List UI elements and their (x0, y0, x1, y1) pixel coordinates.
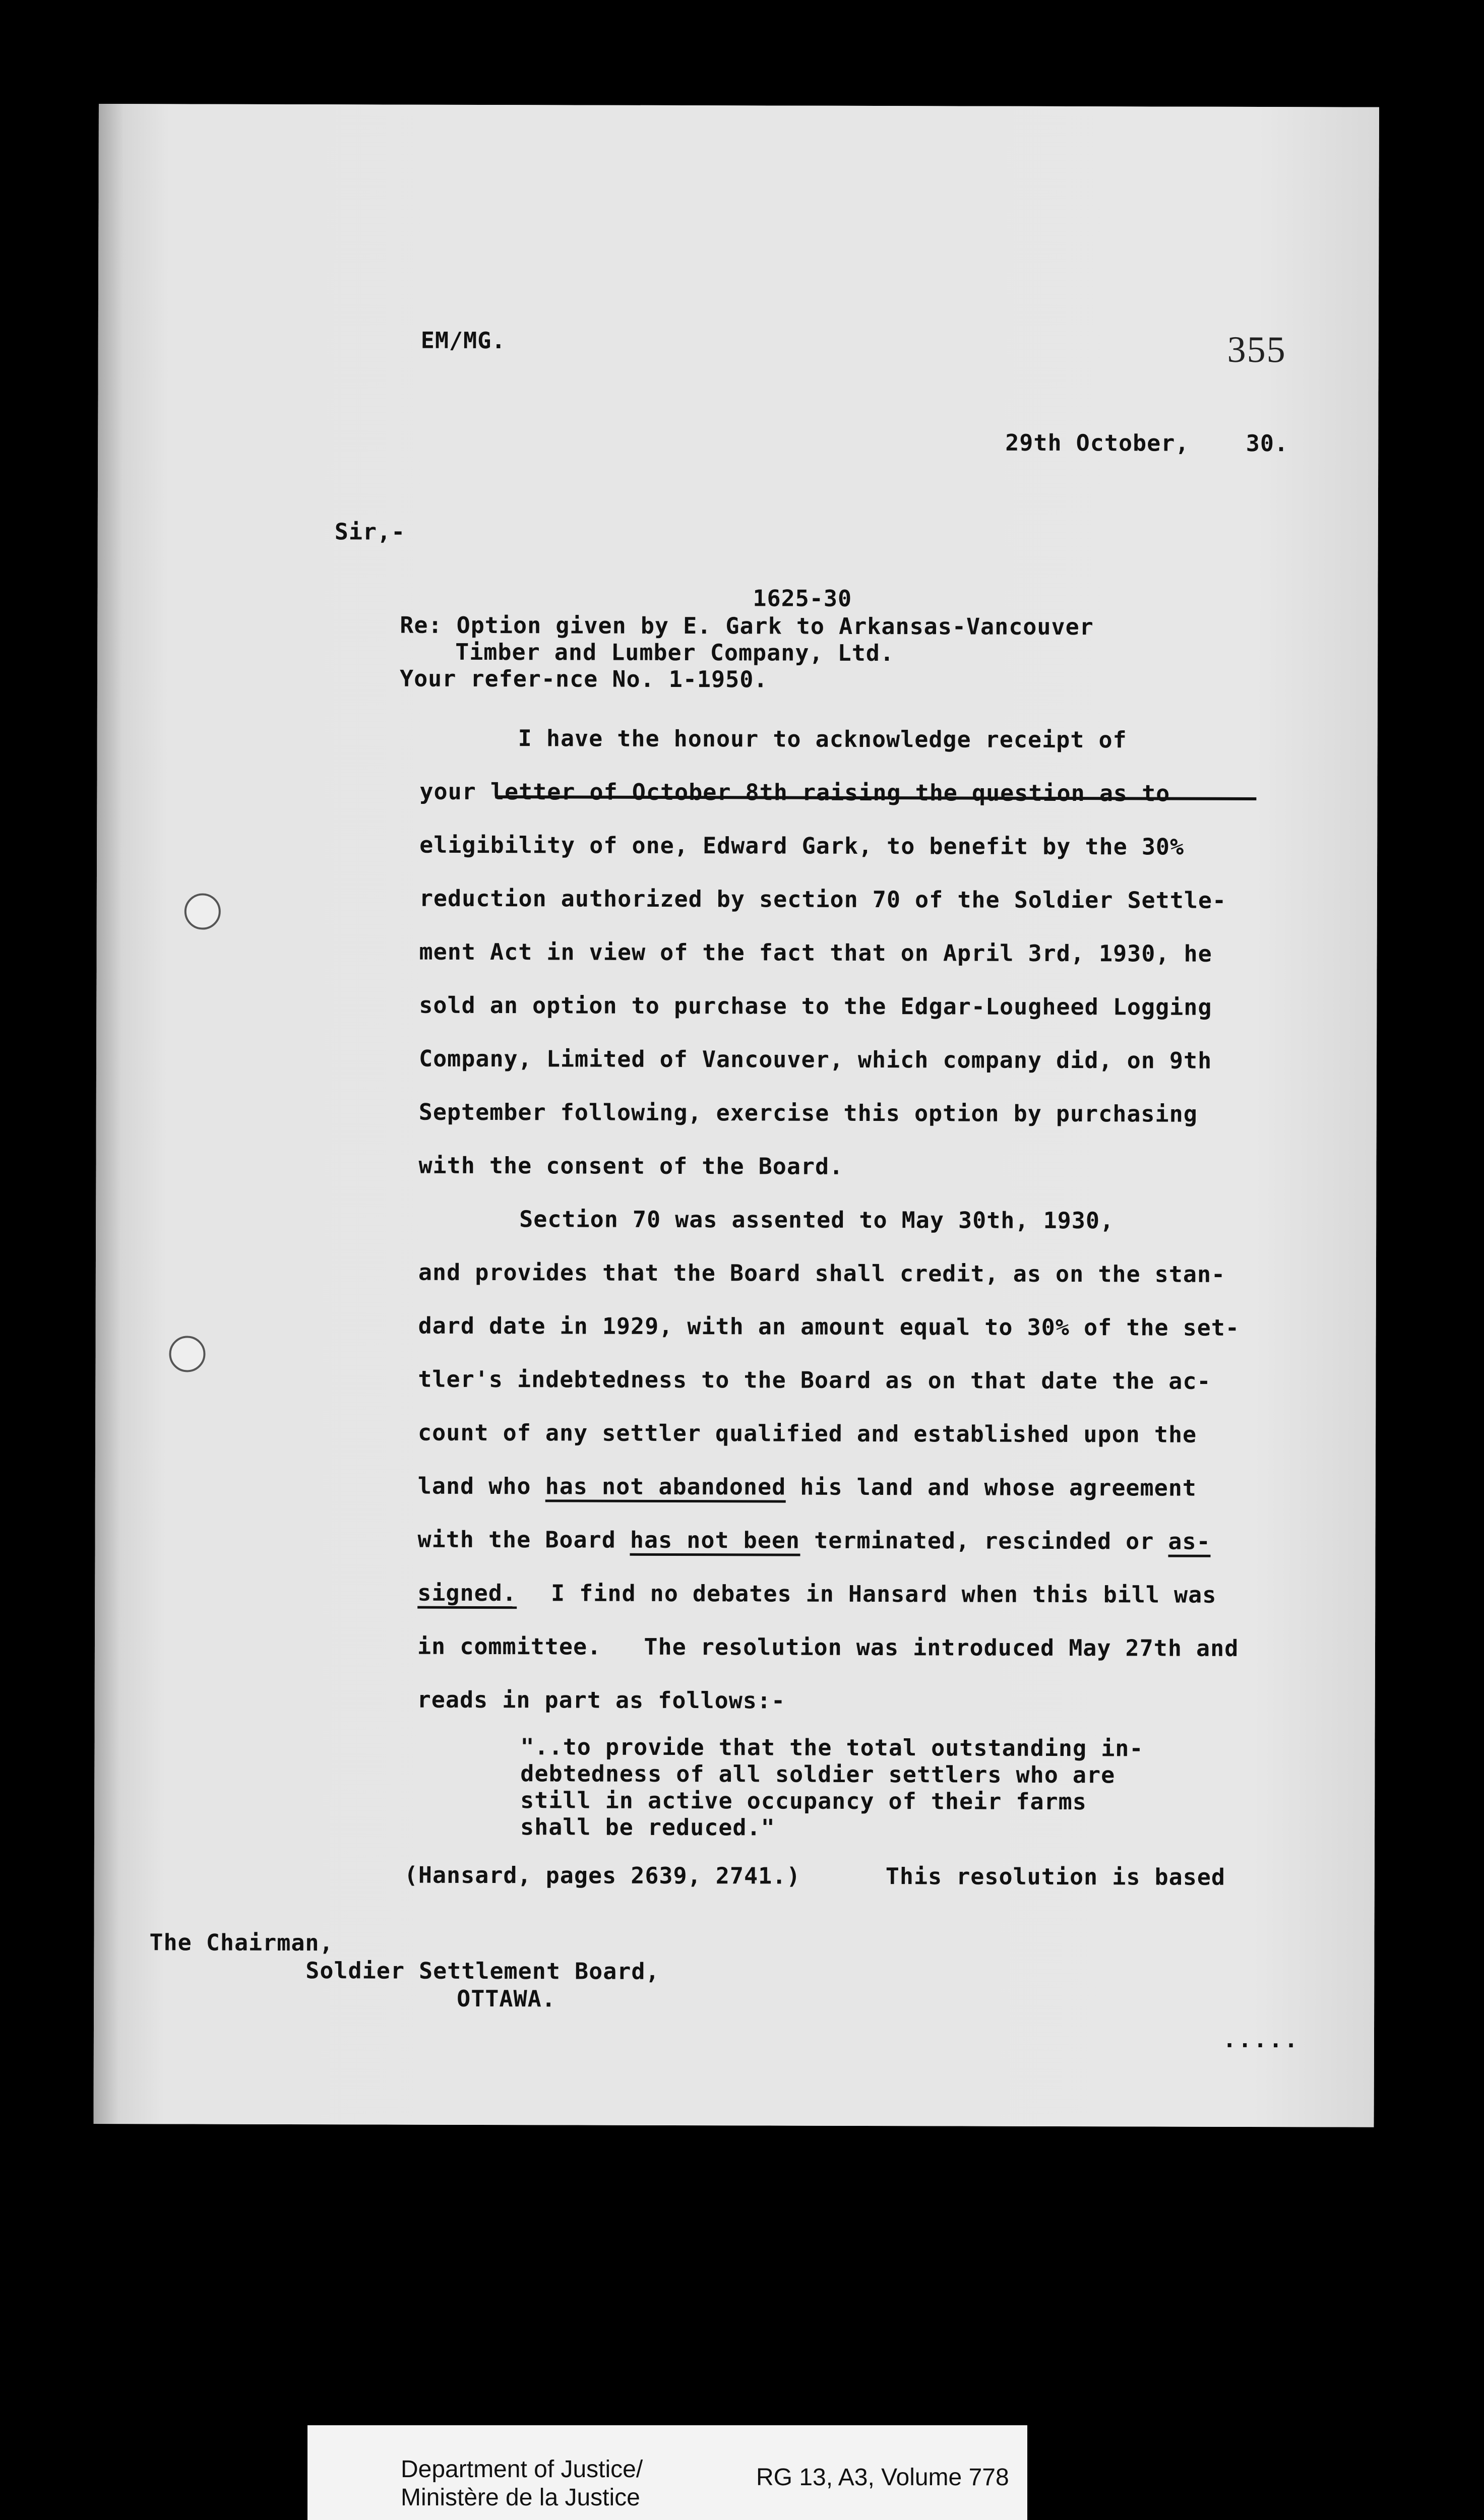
body-line: your letter of October 8th raising the question as to (419, 778, 1170, 807)
body-line: with the consent of the Board. (418, 1152, 844, 1180)
body-line: in committee. The resolution was introduced May 27th and (417, 1632, 1239, 1662)
body-text: terminated, rescinded or (814, 1527, 1154, 1555)
underlined-phrase: signed. (417, 1580, 517, 1609)
body-line: reduction authorized by section 70 of the Soldier Settle- (419, 885, 1227, 914)
quote-line: still in active occupancy of their farms (520, 1787, 1087, 1815)
archive-reference: RG 13, A3, Volume 778 (756, 2464, 1009, 2491)
body-line: reads in part as follows:- (417, 1686, 786, 1714)
letter-date: 29th October, 30. (1005, 429, 1289, 457)
body-line: count of any settler qualified and established upon the (418, 1419, 1197, 1448)
body-line: eligibility of one, Edward Gark, to benefit by the 30% (419, 831, 1185, 860)
quote-line: debtedness of all soldier settlers who are (520, 1760, 1116, 1789)
body-line: tler's indebtedness to the Board as on that date the ac- (418, 1365, 1211, 1395)
body-line: sold an option to purchase to the Edgar-Lougheed Logging (419, 991, 1212, 1021)
citation: (Hansard, pages 2639, 2741.) (404, 1861, 801, 1889)
addressee-line: The Chairman, (149, 1929, 334, 1957)
continuation-text: This resolution is based (885, 1863, 1226, 1891)
reference-initials: EM/MG. (420, 327, 506, 354)
underlined-phrase: as- (1168, 1528, 1210, 1557)
addressee-line: OTTAWA. (457, 1985, 556, 2012)
body-line (418, 1473, 1197, 1501)
salutation: Sir,- (334, 518, 406, 545)
addressee-line: Soldier Settlement Board, (305, 1957, 660, 1985)
department-en: Department of Justice/ (401, 2456, 643, 2483)
body-line: I have the honour to acknowledge receipt of (518, 725, 1127, 753)
body-text: land who (417, 1472, 531, 1500)
body-line: and provides that the Board shall credit, as on the stan- (418, 1258, 1226, 1288)
body-text: I find no debates in Hansard when this bill was (550, 1580, 1217, 1608)
punch-hole (169, 1336, 205, 1372)
body-line: September following, exercise this option by purchasing (418, 1098, 1198, 1127)
body-line: dard date in 1929, with an amount equal to 30% of the set- (418, 1312, 1240, 1341)
body-text: with the Board (417, 1526, 616, 1553)
punch-hole (184, 893, 221, 929)
quote-line: "..to provide that the total outstanding in- (520, 1733, 1144, 1762)
archive-reference-label (307, 2425, 1027, 2520)
body-text: his land and whose agreement (800, 1473, 1197, 1501)
page-number: 355 (1227, 329, 1286, 371)
body-line: Company, Limited of Vancouver, which company did, on 9th (418, 1045, 1212, 1074)
quote-line: shall be reduced." (520, 1813, 775, 1841)
subject-line-1: Re: Option given by E. Gark to Arkansas-Vancouver (400, 611, 1094, 641)
letter-page (94, 104, 1379, 2127)
body-line: Section 70 was assented to May 30th, 1930, (519, 1206, 1115, 1234)
continuation-marks: ..... (1222, 2027, 1300, 2053)
subject-line-2: Timber and Lumber Company, Ltd. (455, 638, 895, 667)
body-line (417, 1580, 1216, 1608)
underlined-phrase: has not been (630, 1527, 800, 1556)
department-fr: Ministère de la Justice (401, 2484, 640, 2511)
body-line: ment Act in view of the fact that on April 3rd, 1930, he (419, 938, 1212, 967)
body-line (417, 1526, 1210, 1555)
file-number: 1625-30 (753, 585, 852, 612)
underlined-phrase: has not abandoned (545, 1473, 786, 1502)
subject-line-3: Your refer-nce No. 1-1950. (399, 665, 768, 693)
